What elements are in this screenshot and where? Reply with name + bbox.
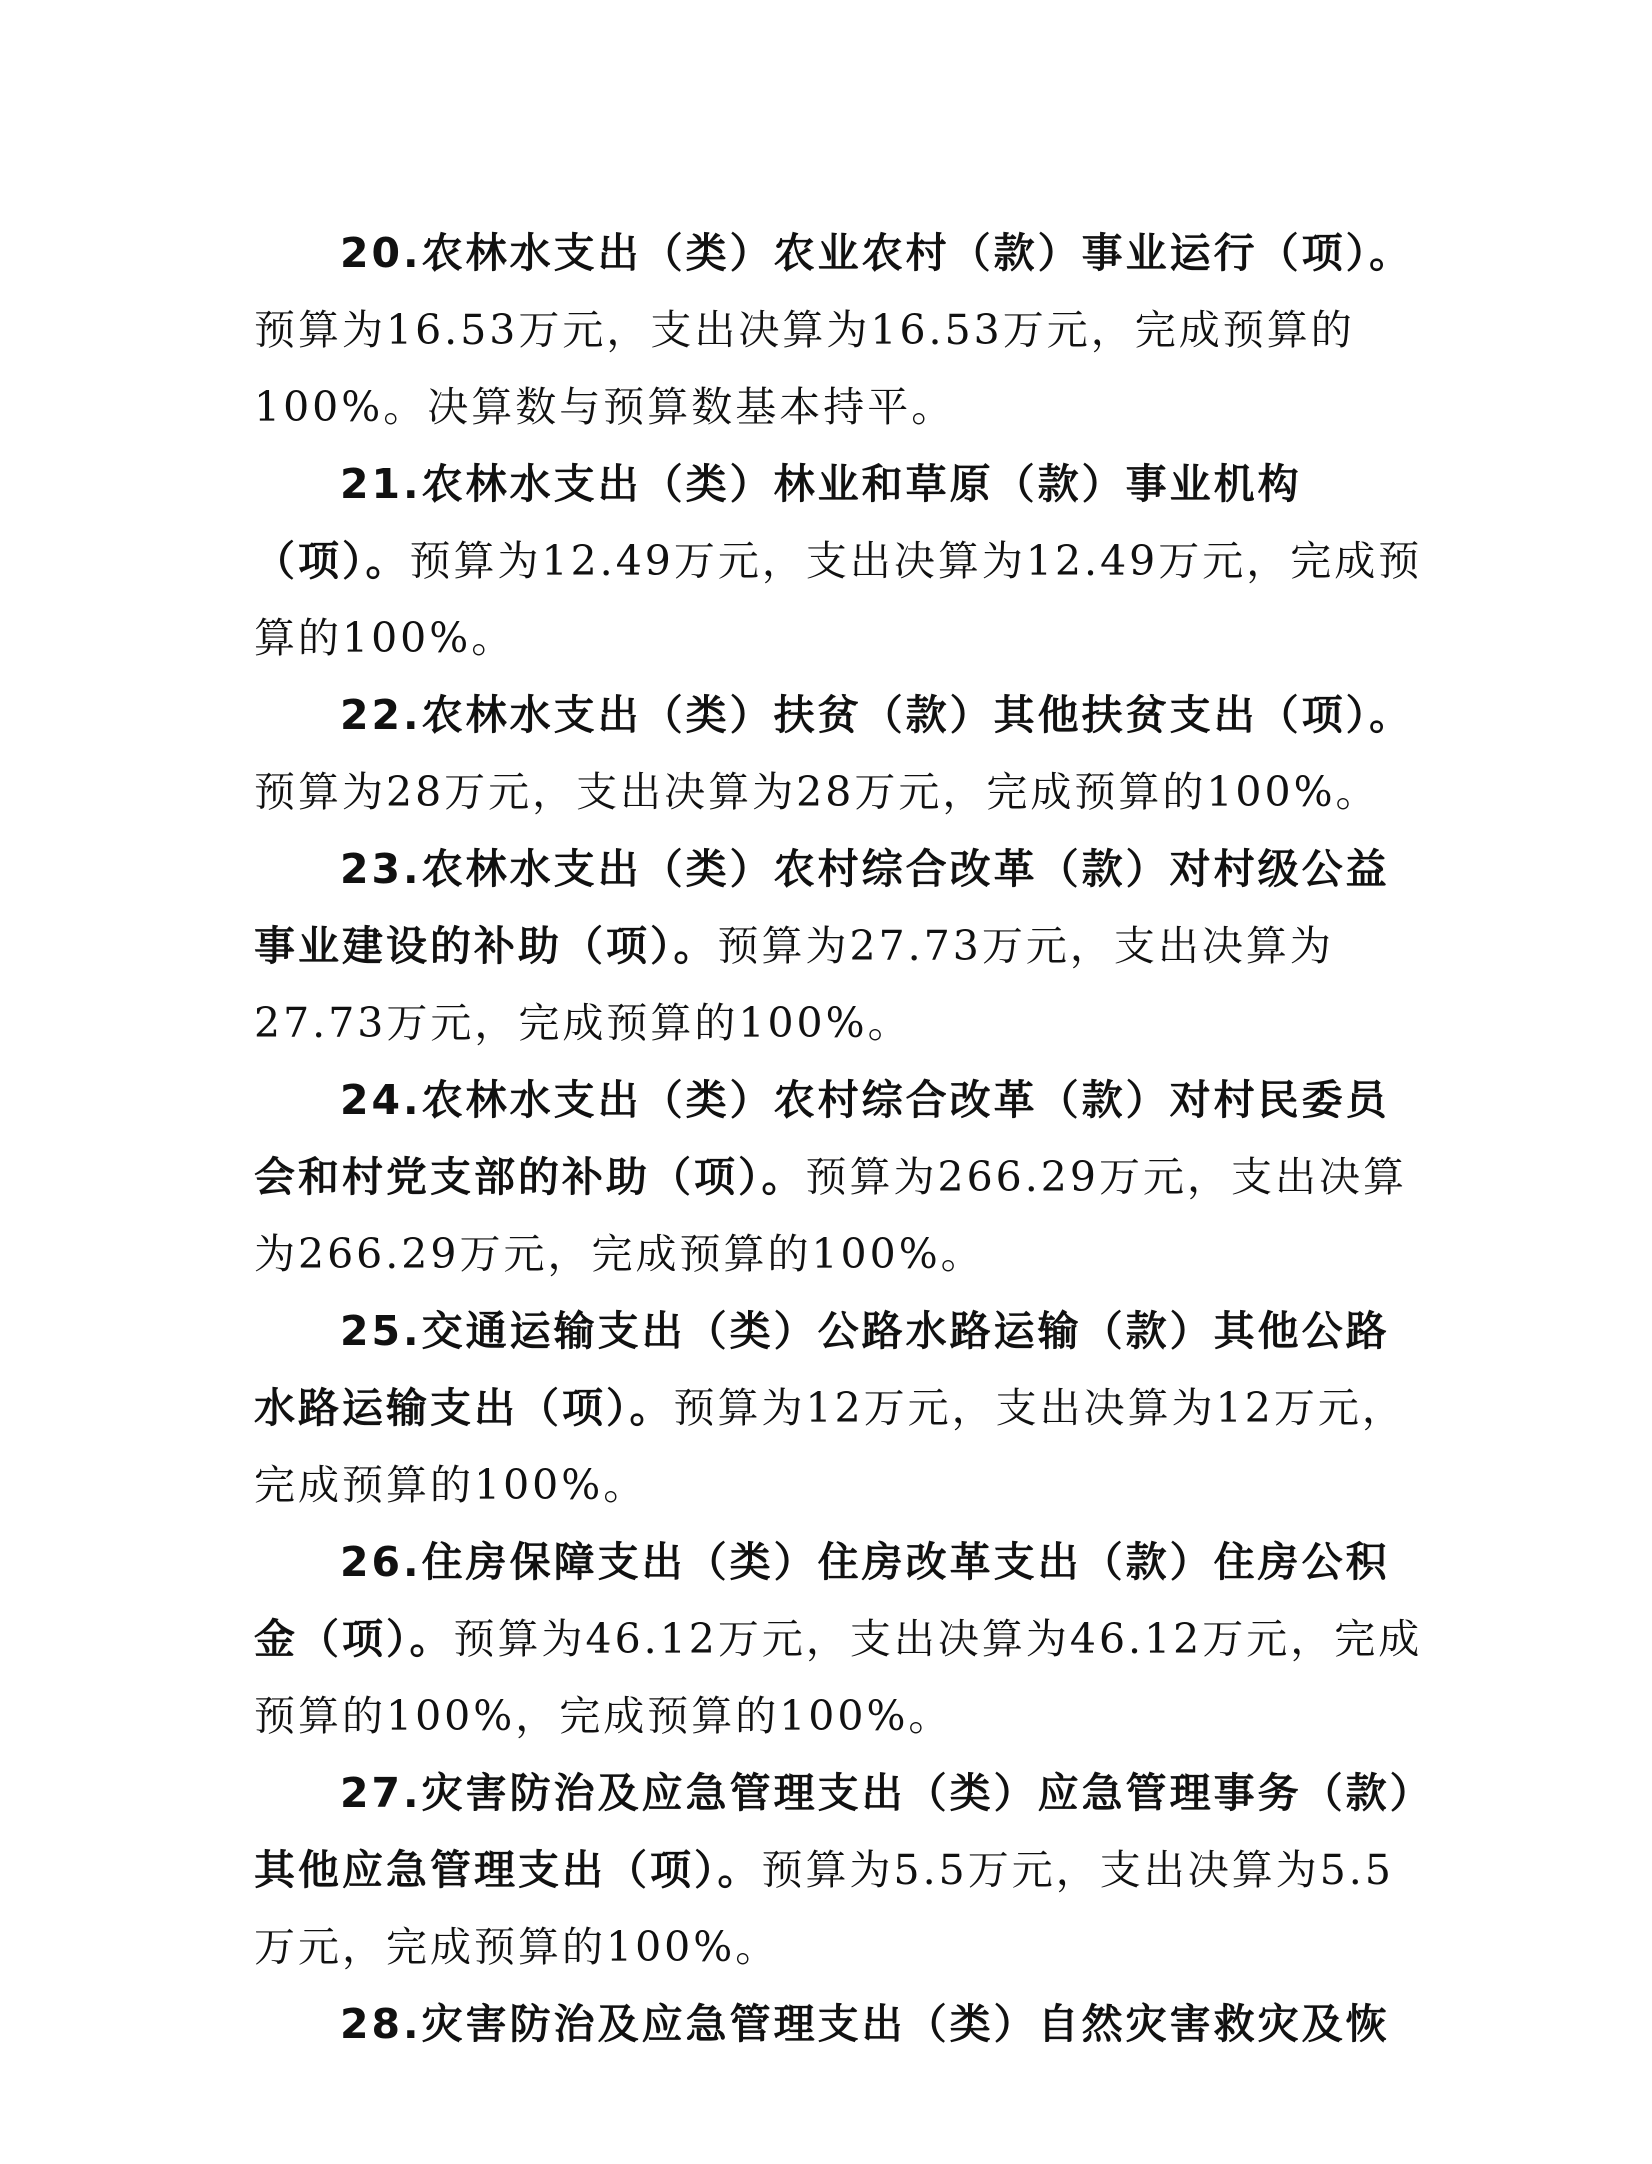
item-text: 预算为12万元，支出决算为12万元， <box>673 1384 1406 1432</box>
item-heading: 26.住房保障支出（类）住房改革支出（款）住房公积 <box>340 1538 1390 1586</box>
item-text: 27.73万元，完成预算的100%。 <box>254 999 912 1047</box>
paragraph-line <box>254 1909 1404 1986</box>
paragraph-line <box>254 1139 1407 1216</box>
item-heading: 22.农林水支出（类）扶贫（款）其他扶贫支出（项）。 <box>340 691 1414 739</box>
item-heading: 21.农林水支出（类）林业和草原（款）事业机构 <box>340 460 1302 508</box>
paragraph-line <box>254 1216 1404 1293</box>
paragraph-line <box>254 831 1404 908</box>
paragraph-line <box>254 1601 1423 1678</box>
item-heading: 23.农林水支出（类）农村综合改革（款）对村级公益 <box>340 845 1390 893</box>
item-heading: 事业建设的补助（项）。 <box>254 922 718 970</box>
paragraph-item-27 <box>254 1755 1434 1986</box>
item-text: 预算为27.73万元，支出决算为 <box>717 922 1334 970</box>
paragraph-line <box>254 677 1414 754</box>
paragraph-line <box>254 215 1414 292</box>
paragraph-item-20 <box>254 215 1414 446</box>
item-text: 100%。决算数与预算数基本持平。 <box>254 383 956 431</box>
paragraph-line <box>254 523 1423 600</box>
paragraph-line <box>254 1524 1404 1601</box>
paragraph-line <box>254 754 1404 831</box>
item-heading: 28.灾害防治及应急管理支出（类）自然灾害救灾及恢 <box>340 2000 1390 2048</box>
item-text: 万元，完成预算的100%。 <box>254 1923 780 1971</box>
item-text: 预算为46.12万元，支出决算为46.12万元，完成 <box>453 1615 1423 1663</box>
item-heading: 27.灾害防治及应急管理支出（类）应急管理事务（款） <box>340 1769 1434 1817</box>
paragraph-line <box>254 292 1404 369</box>
paragraph-line <box>254 1755 1434 1832</box>
item-heading: 会和村党支部的补助（项）。 <box>254 1153 806 1201</box>
paragraph-line <box>254 908 1404 985</box>
paragraph-item-24 <box>254 1062 1407 1293</box>
paragraph-line <box>254 1062 1404 1139</box>
item-text: 预算为5.5万元，支出决算为5.5 <box>761 1846 1394 1894</box>
item-heading: 20.农林水支出（类）农业农村（款）事业运行（项）。 <box>340 229 1414 277</box>
paragraph-item-23 <box>254 831 1404 1062</box>
paragraph-item-26 <box>254 1524 1423 1755</box>
item-heading: （项）。 <box>254 537 410 585</box>
item-text: 预算为266.29万元，支出决算 <box>805 1153 1407 1201</box>
paragraph-line <box>254 600 1404 677</box>
item-text: 预算为28万元，支出决算为28万元，完成预算的100%。 <box>254 768 1380 816</box>
paragraph-item-21 <box>254 446 1423 677</box>
item-text: 算的100%。 <box>254 614 516 662</box>
paragraph-line <box>254 1832 1404 1909</box>
paragraph-line <box>254 1293 1404 1370</box>
item-heading: 其他应急管理支出（项）。 <box>254 1846 762 1894</box>
item-heading: 水路运输支出（项）。 <box>254 1384 674 1432</box>
item-text: 完成预算的100%。 <box>254 1461 648 1509</box>
paragraph-line <box>254 446 1404 523</box>
item-heading: 25.交通运输支出（类）公路水路运输（款）其他公路 <box>340 1307 1390 1355</box>
item-text: 预算为16.53万元，支出决算为16.53万元，完成预算的 <box>254 306 1355 354</box>
paragraph-line <box>254 1447 1404 1524</box>
item-text: 预算为12.49万元，支出决算为12.49万元，完成预 <box>409 537 1423 585</box>
paragraph-line <box>254 1986 1404 2063</box>
paragraph-line <box>254 1370 1404 1447</box>
paragraph-line <box>254 369 1404 446</box>
paragraph-line <box>254 985 1404 1062</box>
paragraph-item-25 <box>254 1293 1404 1524</box>
item-text: 为266.29万元，完成预算的100%。 <box>254 1230 985 1278</box>
item-heading: 24.农林水支出（类）农村综合改革（款）对村民委员 <box>340 1076 1390 1124</box>
paragraph-item-22 <box>254 677 1414 831</box>
paragraph-line <box>254 1678 1404 1755</box>
document-body <box>254 215 1434 2063</box>
paragraph-item-28 <box>254 1986 1404 2063</box>
item-text: 预算的100%，完成预算的100%。 <box>254 1692 953 1740</box>
item-heading: 金（项）。 <box>254 1615 454 1663</box>
